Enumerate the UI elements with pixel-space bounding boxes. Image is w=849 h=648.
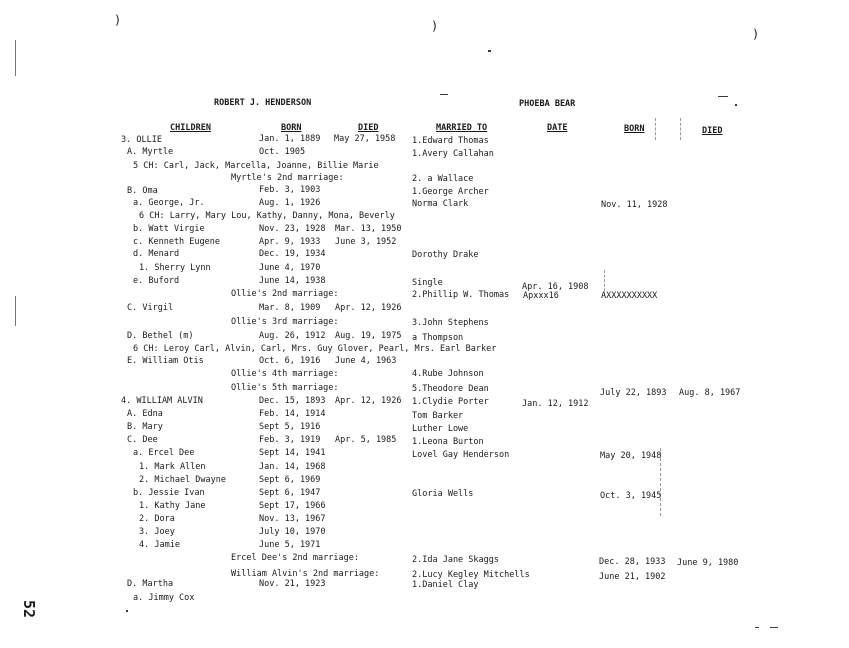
page-number: 52 <box>20 600 38 619</box>
spouse-name: 3.John Stephens <box>412 318 489 328</box>
children-note: 5 CH: Carl, Jack, Marcella, Joanne, Billie Marie <box>133 161 379 171</box>
grandchild-name: 2. Dora <box>139 514 175 524</box>
child-name: A. Myrtle <box>127 147 174 157</box>
death-date: Apr. 12, 1926 <box>335 396 402 406</box>
spouse-birth-date: May 20, 1948 <box>600 451 662 461</box>
spouse-name: 1.George Archer <box>412 187 489 197</box>
birth-date: Sept 14, 1941 <box>259 448 326 458</box>
col-died: DIED <box>358 123 379 133</box>
birth-date: Oct. 1905 <box>259 147 306 157</box>
scan-mark <box>488 50 491 52</box>
birth-date: Jan. 1, 1889 <box>259 134 321 144</box>
child-name: D. Bethel (m) <box>127 331 194 341</box>
col-married-to: MARRIED TO <box>436 123 488 133</box>
death-date: May 27, 1958 <box>334 134 396 144</box>
col-date: DATE <box>547 123 568 133</box>
child-name: d. Menard <box>133 249 180 259</box>
birth-date: June 5, 1971 <box>259 540 321 550</box>
spouse-birth-date: June 21, 1902 <box>599 572 666 582</box>
birth-date: Feb. 14, 1914 <box>259 409 326 419</box>
birth-date: Aug. 1, 1926 <box>259 198 321 208</box>
scan-mark <box>15 40 16 76</box>
child-name: C. Virgil <box>127 303 174 313</box>
grandchild-name: 2. Michael Dwayne <box>139 475 226 485</box>
child-name: c. Kenneth Eugene <box>133 237 220 247</box>
spouse-birth-date: Oct. 3, 1945 <box>600 491 662 501</box>
birth-date: Nov. 13, 1967 <box>259 514 326 524</box>
birth-date: Nov. 23, 1928 <box>259 224 326 234</box>
grandchild-name: 4. Jamie <box>139 540 180 550</box>
children-note: 6 CH: Larry, Mary Lou, Kathy, Danny, Mona, Beverly <box>139 211 395 221</box>
spouse-death-date: Aug. 8, 1967 <box>679 388 741 398</box>
marriage-date-struck: Apxxx16 <box>523 291 559 301</box>
birth-date: Sept 17, 1966 <box>259 501 326 511</box>
spouse-name: 2.Ida Jane Skaggs <box>412 555 499 565</box>
marriage-note: Ollie's 4th marriage: <box>231 369 339 379</box>
birth-date: June 4, 1970 <box>259 263 321 273</box>
death-date: June 3, 1952 <box>335 237 397 247</box>
birth-date: June 14, 1938 <box>259 276 326 286</box>
marriage-note: Ollie's 3rd marriage: <box>231 317 339 327</box>
spouse-name: Lovel Gay Henderson <box>412 450 510 460</box>
col-children: CHILDREN <box>170 123 211 133</box>
scan-mark <box>735 104 737 106</box>
col-spouse-born: BORN <box>624 124 645 134</box>
grandchild-name: 3. Joey <box>139 527 175 537</box>
scan-mark <box>655 118 657 140</box>
birth-date: Sept 6, 1947 <box>259 488 321 498</box>
scan-mark <box>126 610 128 612</box>
death-date: Mar. 13, 1950 <box>335 224 402 234</box>
scan-mark: ) <box>431 19 439 33</box>
child-name: e. Buford <box>133 276 180 286</box>
birth-date: Sept 5, 1916 <box>259 422 321 432</box>
birth-date: Dec. 19, 1934 <box>259 249 326 259</box>
spouse-name: 1.Leona Burton <box>412 437 484 447</box>
scan-mark <box>15 296 16 326</box>
father-name: ROBERT J. HENDERSON <box>214 98 312 108</box>
children-note: 6 CH: Leroy Carl, Alvin, Carl, Mrs. Guy Glover, Pearl, Mrs. Earl Barker <box>133 344 497 354</box>
spouse-name: a Thompson <box>412 333 464 343</box>
scan-mark <box>718 96 728 97</box>
grandchild-name: 1. Kathy Jane <box>139 501 206 511</box>
child-name: B. Oma <box>127 186 158 196</box>
birth-date: Mar. 8, 1909 <box>259 303 321 313</box>
death-date: Aug. 19, 1975 <box>335 331 402 341</box>
marriage-note: Ollie's 5th marriage: <box>231 383 339 393</box>
col-born: BORN <box>281 123 302 133</box>
child-name: C. Dee <box>127 435 158 445</box>
spouse-name: 1.Edward Thomas <box>412 136 489 146</box>
mother-name: PHOEBA BEAR <box>519 99 576 109</box>
birth-date: Apr. 9, 1933 <box>259 237 321 247</box>
spouse-name: Single <box>412 278 443 288</box>
spouse-name: Dorothy Drake <box>412 250 479 260</box>
child-name: b. Jessie Ivan <box>133 488 205 498</box>
marriage-date: Jan. 12, 1912 <box>522 399 589 409</box>
marriage-note: Ollie's 2nd marriage: <box>231 289 339 299</box>
death-date: June 4, 1963 <box>335 356 397 366</box>
scan-mark <box>755 627 759 628</box>
marriage-note: Myrtle's 2nd marriage: <box>231 173 344 183</box>
death-date: Apr. 5, 1985 <box>335 435 397 445</box>
spouse-name: 2.Lucy Kegley Mitchells <box>412 570 530 580</box>
spouse-name: Luther Lowe <box>412 424 469 434</box>
spouse-name: 2.Phillip W. Thomas <box>412 290 510 300</box>
spouse-birth-date: Dec. 28, 1933 <box>599 557 666 567</box>
scan-mark: ) <box>752 27 760 41</box>
spouse-death-date: June 9, 1980 <box>677 558 739 568</box>
child-name: a. Jimmy Cox <box>133 593 195 603</box>
spouse-name: Norma Clark <box>412 199 469 209</box>
marriage-note: Ercel Dee's 2nd marriage: <box>231 553 359 563</box>
death-date: Apr. 12, 1926 <box>335 303 402 313</box>
spouse-birth-date: July 22, 1893 <box>600 388 667 398</box>
spouse-name: 1.Clydie Porter <box>412 397 489 407</box>
child-name: E. William Otis <box>127 356 204 366</box>
birth-date: Oct. 6, 1916 <box>259 356 321 366</box>
birth-date: July 10, 1970 <box>259 527 326 537</box>
marriage-date: Apr. 16, 1908 <box>522 282 589 292</box>
grandchild-name: 1. Mark Allen <box>139 462 206 472</box>
birth-date: Feb. 3, 1903 <box>259 185 321 195</box>
spouse-name: 5.Theodore Dean <box>412 384 489 394</box>
scan-mark <box>770 627 778 628</box>
scan-mark: ) <box>114 13 122 27</box>
scan-mark <box>680 118 682 140</box>
birth-date: Feb. 3, 1919 <box>259 435 321 445</box>
child-name: B. Mary <box>127 422 163 432</box>
marriage-note: William Alvin's 2nd marriage: <box>231 569 380 579</box>
birth-date: Jan. 14, 1968 <box>259 462 326 472</box>
birth-date: Nov. 21, 1923 <box>259 579 326 589</box>
birth-date: Dec. 15, 1893 <box>259 396 326 406</box>
child-name: D. Martha <box>127 579 174 589</box>
birth-date: Sept 6, 1969 <box>259 475 321 485</box>
col-spouse-died: DIED <box>702 126 723 136</box>
grandchild-name: 1. Sherry Lynn <box>139 263 211 273</box>
spouse-name: 2. a Wallace <box>412 174 474 184</box>
child-name: 3. OLLIE <box>121 135 162 145</box>
child-name: a. Ercel Dee <box>133 448 195 458</box>
spouse-name: 4.Rube Johnson <box>412 369 484 379</box>
spouse-name: 1.Avery Callahan <box>412 149 494 159</box>
spouse-name: Tom Barker <box>412 411 464 421</box>
child-name: a. George, Jr. <box>133 198 205 208</box>
child-name: A. Edna <box>127 409 163 419</box>
spouse-birth-date-struck: AXXXXXXXXXX <box>601 291 658 301</box>
child-name: b. Watt Virgie <box>133 224 205 234</box>
child-name: 4. WILLIAM ALVIN <box>121 396 203 406</box>
spouse-birth-date: Nov. 11, 1928 <box>601 200 668 210</box>
spouse-name: Gloria Wells <box>412 489 474 499</box>
spouse-name: 1.Daniel Clay <box>412 580 479 590</box>
birth-date: Aug. 26, 1912 <box>259 331 326 341</box>
scan-mark <box>440 94 448 95</box>
